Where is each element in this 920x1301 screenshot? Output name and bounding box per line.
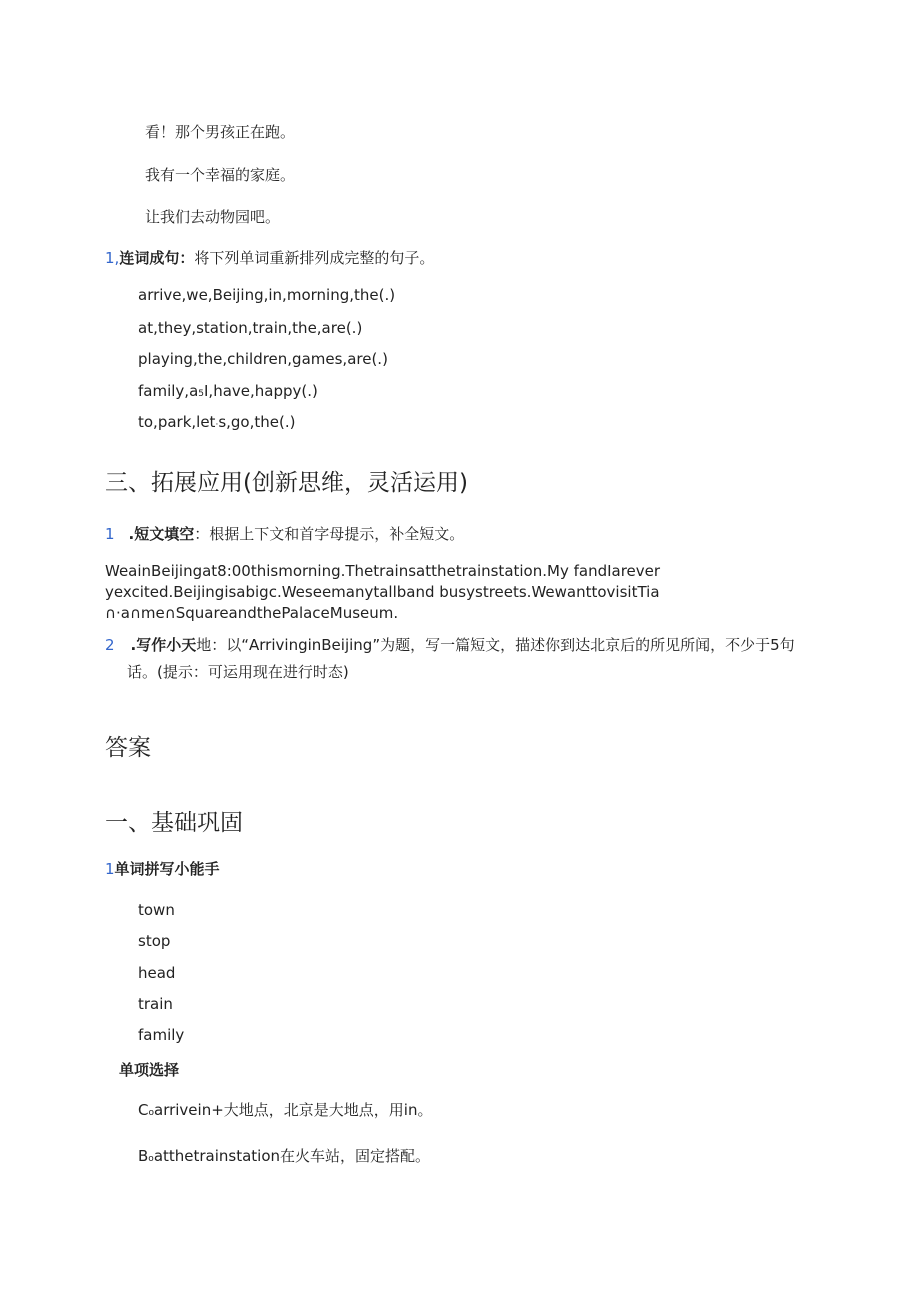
- answers-title: 答案: [105, 735, 151, 761]
- section-title: 三、拓展应用(创新思维，灵活运用): [105, 470, 468, 496]
- answer-q1-heading: [105, 859, 220, 879]
- choice-letter: C: [138, 1101, 149, 1119]
- reorder-item-part: s,go,the(.): [218, 413, 296, 431]
- translation-line: 我有一个幸福的家庭。: [145, 166, 296, 184]
- reorder-item: [138, 381, 318, 404]
- question-title: 单词拼写小能手: [114, 860, 220, 878]
- answer-word: stop: [138, 932, 171, 950]
- question-title: 连词成句：: [119, 249, 195, 267]
- reorder-item-part: family,a: [138, 382, 199, 400]
- question-instruction: ：根据上下文和首字母提示，补全短文。: [194, 525, 465, 543]
- answers-section-title: 一、基础巩固: [105, 810, 243, 836]
- reorder-item: arrive,we,Beijing,in,morning,the(.): [138, 286, 396, 304]
- reorder-item: playing,the,children,games,are(.): [138, 350, 388, 368]
- translation-line: 看！那个男孩正在跑。: [145, 123, 296, 141]
- translation-line: 让我们去动物园吧。: [145, 208, 281, 226]
- question-reorder-heading: [105, 248, 434, 268]
- choice-letter: B: [138, 1147, 149, 1165]
- fill-passage: WeainBeijingat8:00thismorning.Thetrainsatthetrainstation.My fandIareveryexcited.Beijingisabigc.Weseemanytallband busystreets.WewanttovisitTia∩·a∩me∩SquareandthePalaceMuseum.: [105, 562, 661, 622]
- question-writing: [105, 632, 810, 686]
- reorder-item-part: I,have,happy(.): [204, 382, 318, 400]
- choice-explanation: atthetrainstation在火车站，固定搭配。: [153, 1147, 431, 1165]
- question-text: 话。(提示：可运用现在进行时态): [127, 663, 349, 681]
- question-title: .写作小天: [130, 636, 197, 654]
- answer-choice: [138, 1100, 432, 1123]
- question-text: 地：以“ArrivinginBeijing”为题，写一篇短文，描述你到达北京后的所见所闻，不少于5句: [196, 636, 795, 654]
- question-number: 2: [105, 636, 115, 654]
- question-instruction: 将下列单词重新排列成完整的句子。: [194, 249, 435, 267]
- reorder-item: at,they,station,train,the,are(.): [138, 319, 363, 337]
- answer-word: train: [138, 995, 173, 1013]
- reorder-item-apostrophe: ·: [215, 420, 219, 430]
- choice-explanation: arrivein+大地点，北京是大地点，用in。: [154, 1101, 433, 1119]
- question-number: 1: [105, 525, 115, 543]
- reorder-item: [138, 412, 295, 435]
- reorder-item-subscript: 5: [198, 389, 204, 399]
- answer-word: town: [138, 901, 175, 919]
- answer-q2-heading: 单项选择: [119, 1061, 180, 1079]
- question-separator: ,: [114, 249, 120, 267]
- question-number: 1: [105, 249, 115, 267]
- question-number: 1: [105, 860, 115, 878]
- answer-word: head: [138, 964, 176, 982]
- reorder-item-part: to,park,let: [138, 413, 216, 431]
- answer-choice: [138, 1146, 430, 1169]
- answer-word: family: [138, 1026, 185, 1044]
- question-title: .短文填空: [128, 525, 195, 543]
- choice-subscript: o: [148, 1154, 154, 1164]
- choice-subscript: o: [148, 1108, 154, 1118]
- question-fill-heading: [105, 524, 464, 544]
